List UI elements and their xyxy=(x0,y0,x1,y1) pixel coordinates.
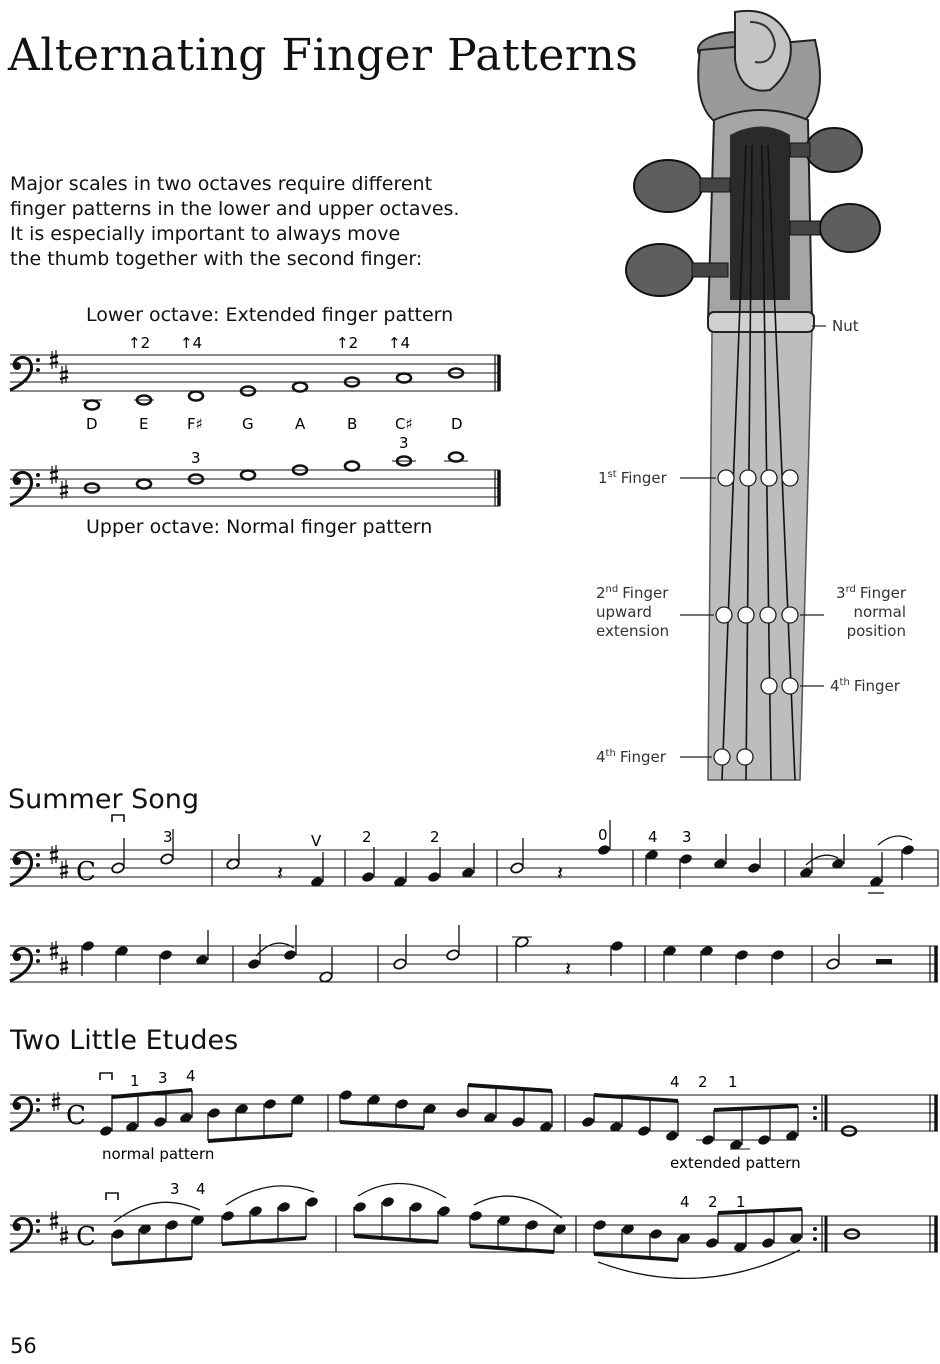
bow-marking: V xyxy=(311,832,322,850)
third-finger-line3: position xyxy=(846,622,906,640)
fingering: 3 xyxy=(158,1069,168,1087)
first-finger-num: 1 xyxy=(598,469,608,487)
fingering: ↑2 xyxy=(128,334,151,352)
fingering: 3 xyxy=(191,449,201,467)
page-number: 56 xyxy=(10,1334,37,1358)
note-name: B xyxy=(347,415,358,433)
svg-text:𝄽: 𝄽 xyxy=(557,861,564,885)
summer-song-title: Summer Song xyxy=(8,784,200,815)
fingering: 0 xyxy=(598,826,608,844)
fingering: 3 xyxy=(170,1180,180,1198)
second-finger-sup: nd xyxy=(605,584,619,595)
note-name: A xyxy=(295,415,306,433)
second-finger-line2: upward xyxy=(596,603,652,621)
note-name: G xyxy=(242,415,254,433)
fingering: ↑4 xyxy=(180,334,203,352)
fingering: 1 xyxy=(728,1073,738,1091)
fingering: 4 xyxy=(186,1067,196,1085)
first-finger-sup: st xyxy=(607,469,617,480)
fingering: 2 xyxy=(362,828,372,846)
svg-text:𝄽: 𝄽 xyxy=(277,861,284,885)
lower-octave-staff xyxy=(10,334,500,433)
upper-octave-caption: Upper octave: Normal finger pattern xyxy=(86,516,433,538)
intro-line-2: finger patterns in the lower and upper octaves. xyxy=(10,198,460,220)
third-finger-line2: normal xyxy=(853,603,906,621)
fingering: 3 xyxy=(399,434,409,452)
lower-octave-caption: Lower octave: Extended finger pattern xyxy=(86,304,454,326)
intro-line-1: Major scales in two octaves require different xyxy=(10,173,433,195)
intro-line-4: the thumb together with the second finger: xyxy=(10,248,423,270)
upper-octave-staff xyxy=(10,434,500,506)
third-finger-word: Finger xyxy=(859,584,906,602)
summer-song-staff-2 xyxy=(10,916,938,985)
note-name: C♯ xyxy=(395,415,413,433)
etude-1-staff xyxy=(10,1067,938,1172)
fingering: 4 xyxy=(680,1193,690,1211)
second-finger-word: Finger xyxy=(622,584,669,602)
svg-text:4thFinger xyxy=(830,677,901,695)
summer-song-staff-1 xyxy=(10,815,938,893)
fingering: 1 xyxy=(130,1072,140,1090)
note-name: E xyxy=(139,415,149,433)
note-name: D xyxy=(451,415,463,433)
fourth-finger-right-num: 4 xyxy=(830,677,840,695)
svg-text:1stFinger xyxy=(598,469,668,487)
note-name: F♯ xyxy=(187,415,203,433)
third-finger-sup: rd xyxy=(845,584,856,595)
fingering: ↑4 xyxy=(388,334,411,352)
svg-text:𝄽: 𝄽 xyxy=(565,957,572,981)
svg-text:C: C xyxy=(66,1101,86,1131)
extended-pattern-label: extended pattern xyxy=(670,1154,801,1172)
fingering: 4 xyxy=(670,1073,680,1091)
fingering: ↑2 xyxy=(336,334,359,352)
svg-text:3rdFinger xyxy=(836,584,907,602)
svg-text:C: C xyxy=(76,1222,96,1252)
svg-text:4thFinger xyxy=(596,748,667,766)
etude-2-staff xyxy=(10,1180,938,1278)
fingering: 4 xyxy=(196,1180,206,1198)
fourth-finger-left-num: 4 xyxy=(596,748,606,766)
fourth-finger-right-sup: th xyxy=(839,677,850,688)
svg-text:C: C xyxy=(76,857,96,887)
svg-text:2ndFinger xyxy=(596,584,669,602)
second-finger-line3: extension xyxy=(596,622,670,640)
second-finger-num: 2 xyxy=(596,584,606,602)
fingering: 4 xyxy=(648,828,658,846)
nut-label: Nut xyxy=(832,317,859,335)
fourth-finger-left-sup: th xyxy=(605,748,616,759)
fingering: 3 xyxy=(163,828,173,846)
fingering: 3 xyxy=(682,828,692,846)
fingering: 2 xyxy=(430,828,440,846)
fingering: 1 xyxy=(736,1193,746,1211)
fingering: 2 xyxy=(708,1193,718,1211)
page-title: Alternating Finger Patterns xyxy=(8,30,639,81)
third-finger-num: 3 xyxy=(836,584,846,602)
note-name: D xyxy=(86,415,98,433)
intro-line-3: It is especially important to always move xyxy=(10,223,401,245)
fourth-finger-left-word: Finger xyxy=(619,748,666,766)
etudes-title: Two Little Etudes xyxy=(10,1025,239,1056)
fingering: 2 xyxy=(698,1073,708,1091)
fourth-finger-right-word: Finger xyxy=(853,677,900,695)
cello-fingerboard-illustration xyxy=(596,11,907,780)
normal-pattern-label: normal pattern xyxy=(102,1145,215,1163)
first-finger-word: Finger xyxy=(620,469,667,487)
